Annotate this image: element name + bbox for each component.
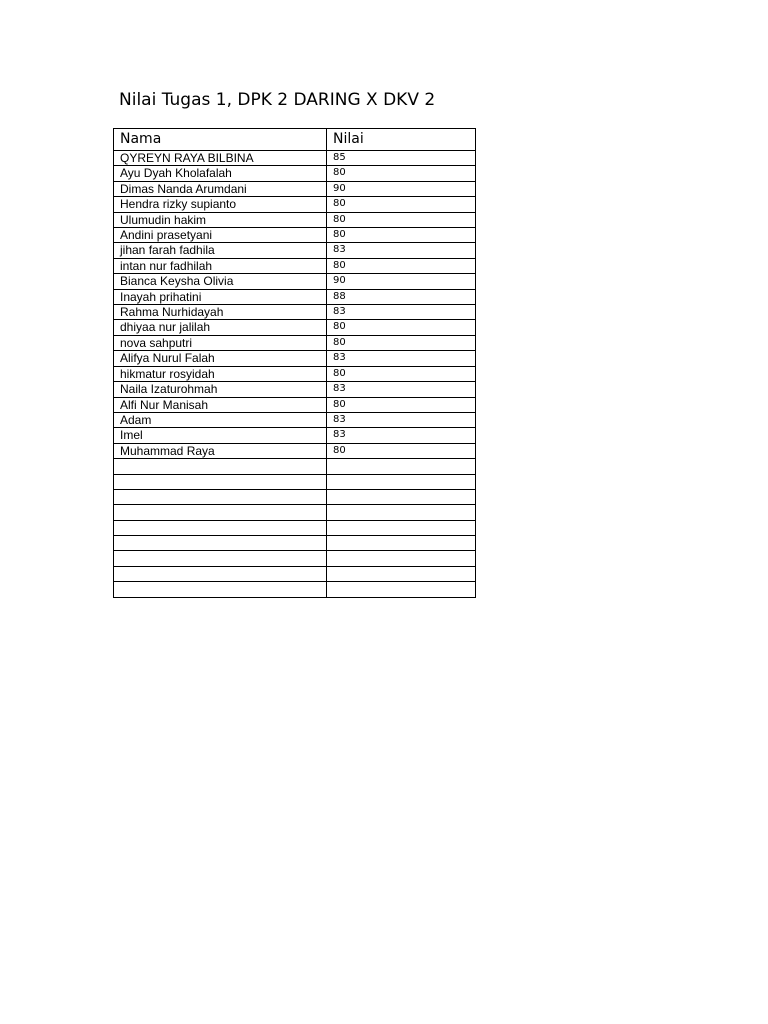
table-row [114,320,476,335]
student-name-cell: hikmatur rosyidah [114,366,327,381]
student-name-cell: QYREYN RAYA BILBINA [114,151,327,166]
student-name-cell: Ulumudin hakim [114,212,327,227]
table-row [114,166,476,181]
table-row [114,382,476,397]
table-row [114,335,476,350]
student-name-cell: Alfi Nur Manisah [114,397,327,412]
score-cell: 83 [327,428,476,443]
table-row [114,566,476,581]
document-title: Nilai Tugas 1, DPK 2 DARING X DKV 2 [119,90,436,110]
student-name-cell [114,459,327,474]
grades-table [113,128,476,598]
student-name-cell [114,551,327,566]
score-cell [327,474,476,489]
table-header-row [114,129,476,151]
table-row [114,305,476,320]
score-cell [327,489,476,504]
table-row [114,397,476,412]
table-row [114,474,476,489]
score-cell: 80 [327,228,476,243]
student-name-cell [114,489,327,504]
student-name-cell [114,505,327,520]
student-name-cell: Hendra rizky supianto [114,197,327,212]
score-cell: 90 [327,181,476,196]
score-cell: 83 [327,382,476,397]
table-row [114,228,476,243]
table-row [114,197,476,212]
score-cell: 80 [327,166,476,181]
student-name-cell: Bianca Keysha Olivia [114,274,327,289]
score-cell: 83 [327,243,476,258]
table-row [114,428,476,443]
table-header [114,129,476,151]
score-cell: 80 [327,258,476,273]
score-cell [327,582,476,597]
score-cell: 90 [327,274,476,289]
column-header-name: Nama [114,129,327,151]
score-cell [327,566,476,581]
score-cell: 80 [327,397,476,412]
score-cell [327,536,476,551]
table-row [114,212,476,227]
student-name-cell: jihan farah fadhila [114,243,327,258]
student-name-cell [114,536,327,551]
score-cell [327,505,476,520]
table-row [114,274,476,289]
table-row [114,520,476,535]
table-body [114,151,476,598]
score-cell: 80 [327,443,476,458]
score-cell [327,459,476,474]
student-name-cell [114,520,327,535]
table-row [114,412,476,427]
score-cell [327,520,476,535]
student-name-cell: Andini prasetyani [114,228,327,243]
table-row [114,489,476,504]
student-name-cell [114,582,327,597]
score-cell: 80 [327,197,476,212]
score-cell: 80 [327,320,476,335]
table-row [114,351,476,366]
student-name-cell: Inayah prihatini [114,289,327,304]
table-row [114,551,476,566]
student-name-cell: Rahma Nurhidayah [114,305,327,320]
student-name-cell: Alifya Nurul Falah [114,351,327,366]
score-cell: 88 [327,289,476,304]
table-row [114,536,476,551]
table-row [114,289,476,304]
table-row [114,151,476,166]
table-row [114,505,476,520]
table-row [114,582,476,597]
student-name-cell: dhiyaa nur jalilah [114,320,327,335]
table-row [114,181,476,196]
student-name-cell: Imel [114,428,327,443]
table-row [114,459,476,474]
score-cell: 83 [327,351,476,366]
score-cell: 85 [327,151,476,166]
table-row [114,366,476,381]
score-cell: 80 [327,212,476,227]
column-header-score: Nilai [327,129,476,151]
student-name-cell: Adam [114,412,327,427]
student-name-cell: intan nur fadhilah [114,258,327,273]
student-name-cell: nova sahputri [114,335,327,350]
student-name-cell: Dimas Nanda Arumdani [114,181,327,196]
table-row [114,243,476,258]
student-name-cell [114,566,327,581]
student-name-cell: Naila Izaturohmah [114,382,327,397]
student-name-cell [114,474,327,489]
table-row [114,258,476,273]
student-name-cell: Ayu Dyah Kholafalah [114,166,327,181]
table-row [114,443,476,458]
score-cell: 83 [327,305,476,320]
score-cell: 80 [327,366,476,381]
student-name-cell: Muhammad Raya [114,443,327,458]
score-cell [327,551,476,566]
score-cell: 83 [327,412,476,427]
score-cell: 80 [327,335,476,350]
